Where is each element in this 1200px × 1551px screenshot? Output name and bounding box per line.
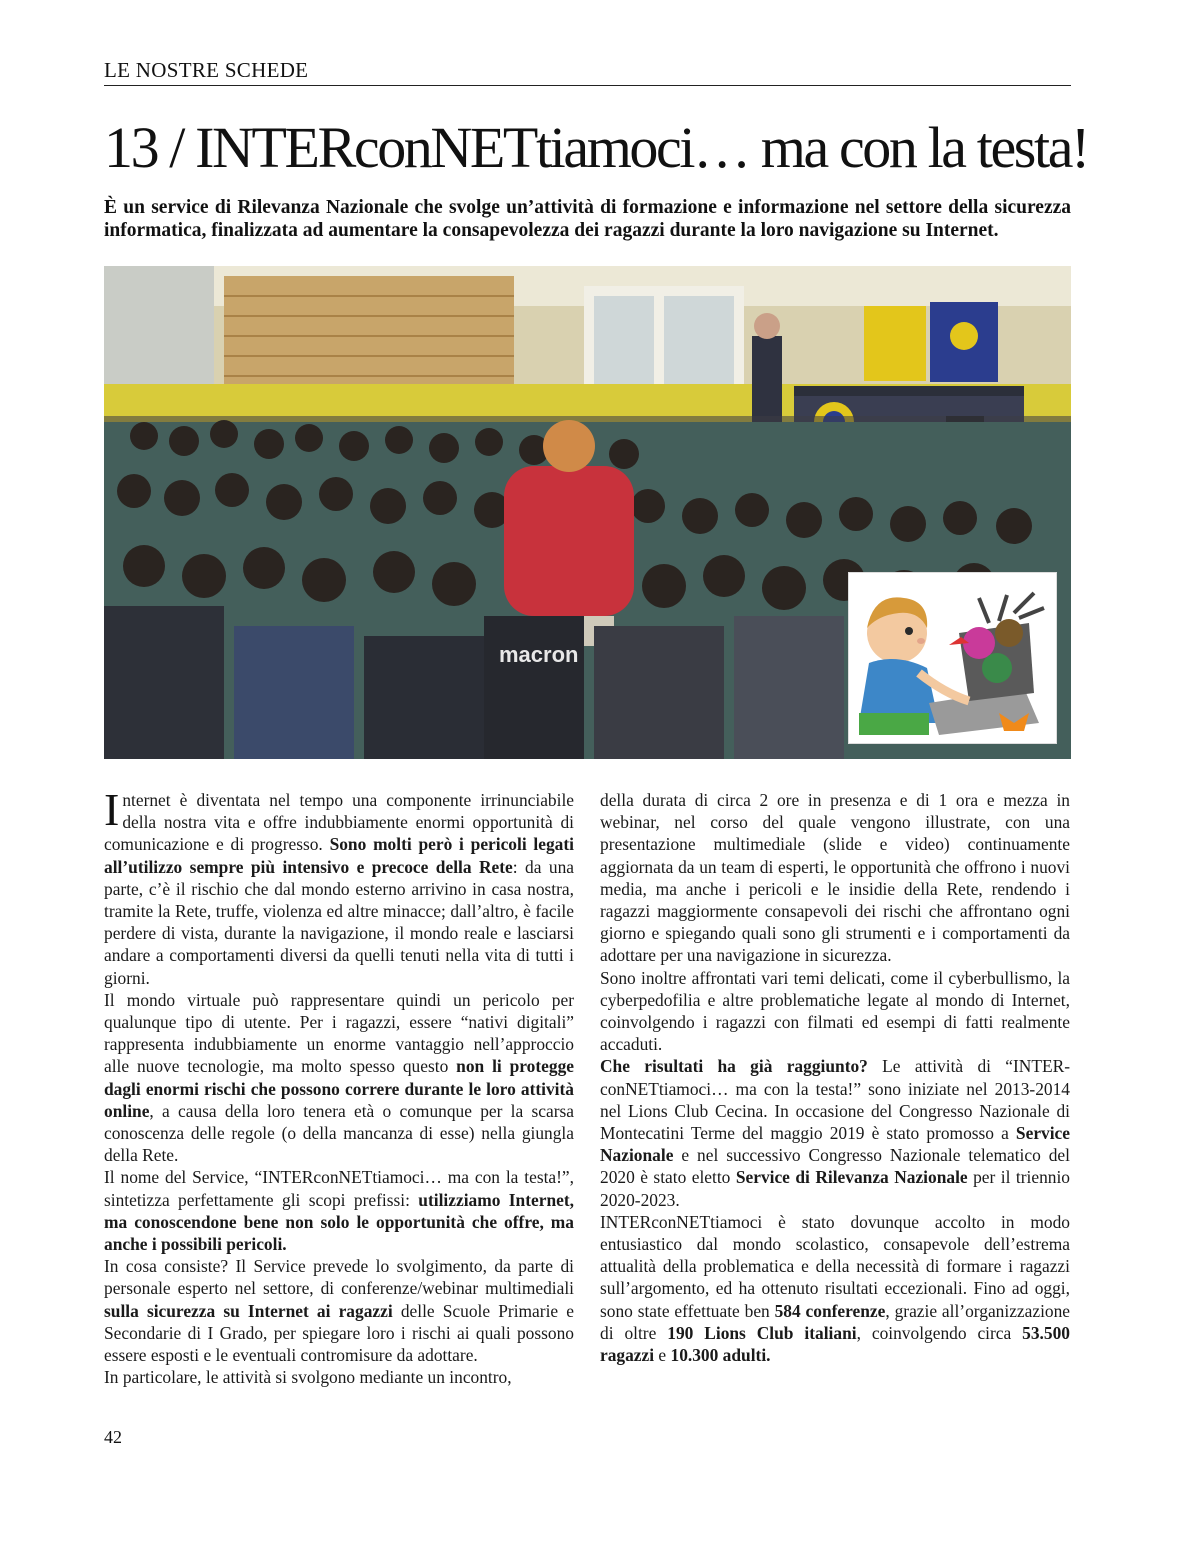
bold-text-run: 584 conferenze [774,1300,886,1321]
page-number: 42 [104,1427,122,1447]
bold-text-run: Service di Rilevanza Nazionale [735,1167,968,1188]
bold-text-run: sulla sicurezza su Internet ai ragazzi [104,1300,393,1321]
text-run: , a causa della loro tenera età o comunque per la scarsa conoscenza delle regole (o della mancanza di esse) nella giungla della Rete. [104,1100,574,1166]
text-run: nternet è diventata nel tempo una componente irrinunciabile della nostra vita e offre indubbiamente enormi opportunità di comunicazione e di progresso. [104,790,574,855]
text-run: Le attività di “INTERconNETtiamoci… ma con la testa!” sono iniziate nel 2013-2014 nel Lions Club Cecina. In occasione del Congresso Nazionale di Montecatini Terme del maggio 2019 è stato promosso a [600,1056,1070,1144]
text-run: Sono inoltre affrontati vari temi delicati, come il cyberbullismo, la cyberpedofilia e altre problematiche legate al mondo di Internet, coinvolgendo i ragazzi con filmati ed esempi di fatti realmente accaduti. [600,967,1070,1055]
article-column-right [600,789,1070,1366]
text-run: , grazie all’organizzazione di oltre [600,1300,1071,1343]
text-run: della durata di circa 2 ore in presenza e di 1 ora e mezza in webinar, nel corso del quale vengono illustrate, con una presentazione multimediale (slide e video) continuamente aggiornata da un team di esperti, le opportunità che offrono i nuovi media, ma anche i pericoli e le insidie della Rete, rendendo i ragazzi maggiormente consapevoli dei rischi che affrontano ogni giorno e spiegando quali sono gli strumenti e i comportamenti da adottare per una navigazione in sicurezza. [600,790,1070,966]
section-label: LE NOSTRE SCHEDE [104,58,309,82]
paragraph [104,1366,574,1388]
text-run: Il mondo virtuale può rappresentare quindi un pericolo per qualunque tipo di utente. Per i ragazzi, essere “nativi digitali” rappresenta indubbiamente un enorme vantaggio nell’approccio alle nuove tecnologie, ma molto spesso questo [104,989,574,1077]
bold-text-run: 53.500 ragazzi [600,1322,1070,1366]
bold-text-run: non li protegge dagli enormi rischi che possono correre durante le loro attività online [104,1056,574,1121]
article-title: 13 / INTERconNETtiamoci… ma con la testa! [104,115,1088,180]
bold-text-run: Che risultati ha già raggiunto? [600,1056,868,1077]
paragraph [104,1166,574,1255]
bold-text-run: Sono molti però i pericoli legati all’utilizzo sempre più intensivo e precoce della Rete [104,834,574,877]
bold-text-run: Service Nazionale [600,1123,1070,1166]
text-run: per il triennio 2020-2023. [600,1167,1070,1210]
text-run: Il nome del Service, “INTERconNETtiamoci… ma con la testa!”, sintetizza perfettamente gli scopi prefissi: [104,1167,574,1210]
text-run: In cosa consiste? Il Service prevede lo svolgimento, da parte di personale esperto nel settore, di conferenze/webinar multimediali [104,1256,574,1299]
text-run: In particolare, le attività si svolgono mediante un incontro, [104,1367,512,1388]
paragraph [600,789,1070,967]
cartoon-inset [849,573,1056,743]
paragraph [104,784,574,989]
paragraph [600,1055,1070,1210]
text-run: e [654,1345,671,1366]
text-run: INTERconNETtiamoci è stato dovunque accolto in modo entusiastico dal mondo scolastico, consapevole dell’estrema attualità della problematica e della necessità di formare i ragazzi sull’argomento, ed ha ottenuto risultati eccezionali. Fino ad oggi, sono state effettuate ben [600,1211,1070,1321]
article-intro: È un service di Rilevanza Nazionale che svolge un’attività di formazione e informazione nel settore della sicurezza informatica, finalizzata ad aumentare la consapevolezza dei ragazzi durante la loro navigazione su Internet. [104,197,1071,241]
drop-cap: I [104,784,120,835]
bold-text-run: 190 Lions Club italiani [667,1322,857,1343]
bold-text-run: utilizziamo Internet, ma conoscendone bene non solo le opportunità che offre, ma anche i possibili pericoli. [104,1189,574,1255]
text-run: delle Scuole Primarie e Secondarie di I Grado, per spiegare loro i rischi ai quali possono essere esposti e le eventuali contromisure da adottare. [104,1300,574,1366]
text-run: : da una parte, c’è il rischio che dal mondo esterno arrivino in casa nostra, tramite la Rete, truffe, violenza ed altre minacce; dall’altro, è facile perdere di vista, durante la navigazione, il mondo reale e lasciarsi andare a comportamenti diversi da quelli tenuti nella vita di tutti i giorni. [104,856,574,988]
paragraph [104,989,574,1167]
bold-text-run: 10.300 adulti. [670,1345,771,1366]
paragraph [104,1255,574,1366]
header-divider [104,85,1071,86]
jersey-text: macron [499,642,579,667]
text-run: , coinvolgendo circa [856,1322,1023,1343]
paragraph [600,1211,1070,1366]
paragraph [600,967,1070,1056]
text-run: e nel successivo Congresso Nazionale telematico del 2020 è stato eletto [600,1145,1070,1188]
article-column-left [104,784,574,1388]
